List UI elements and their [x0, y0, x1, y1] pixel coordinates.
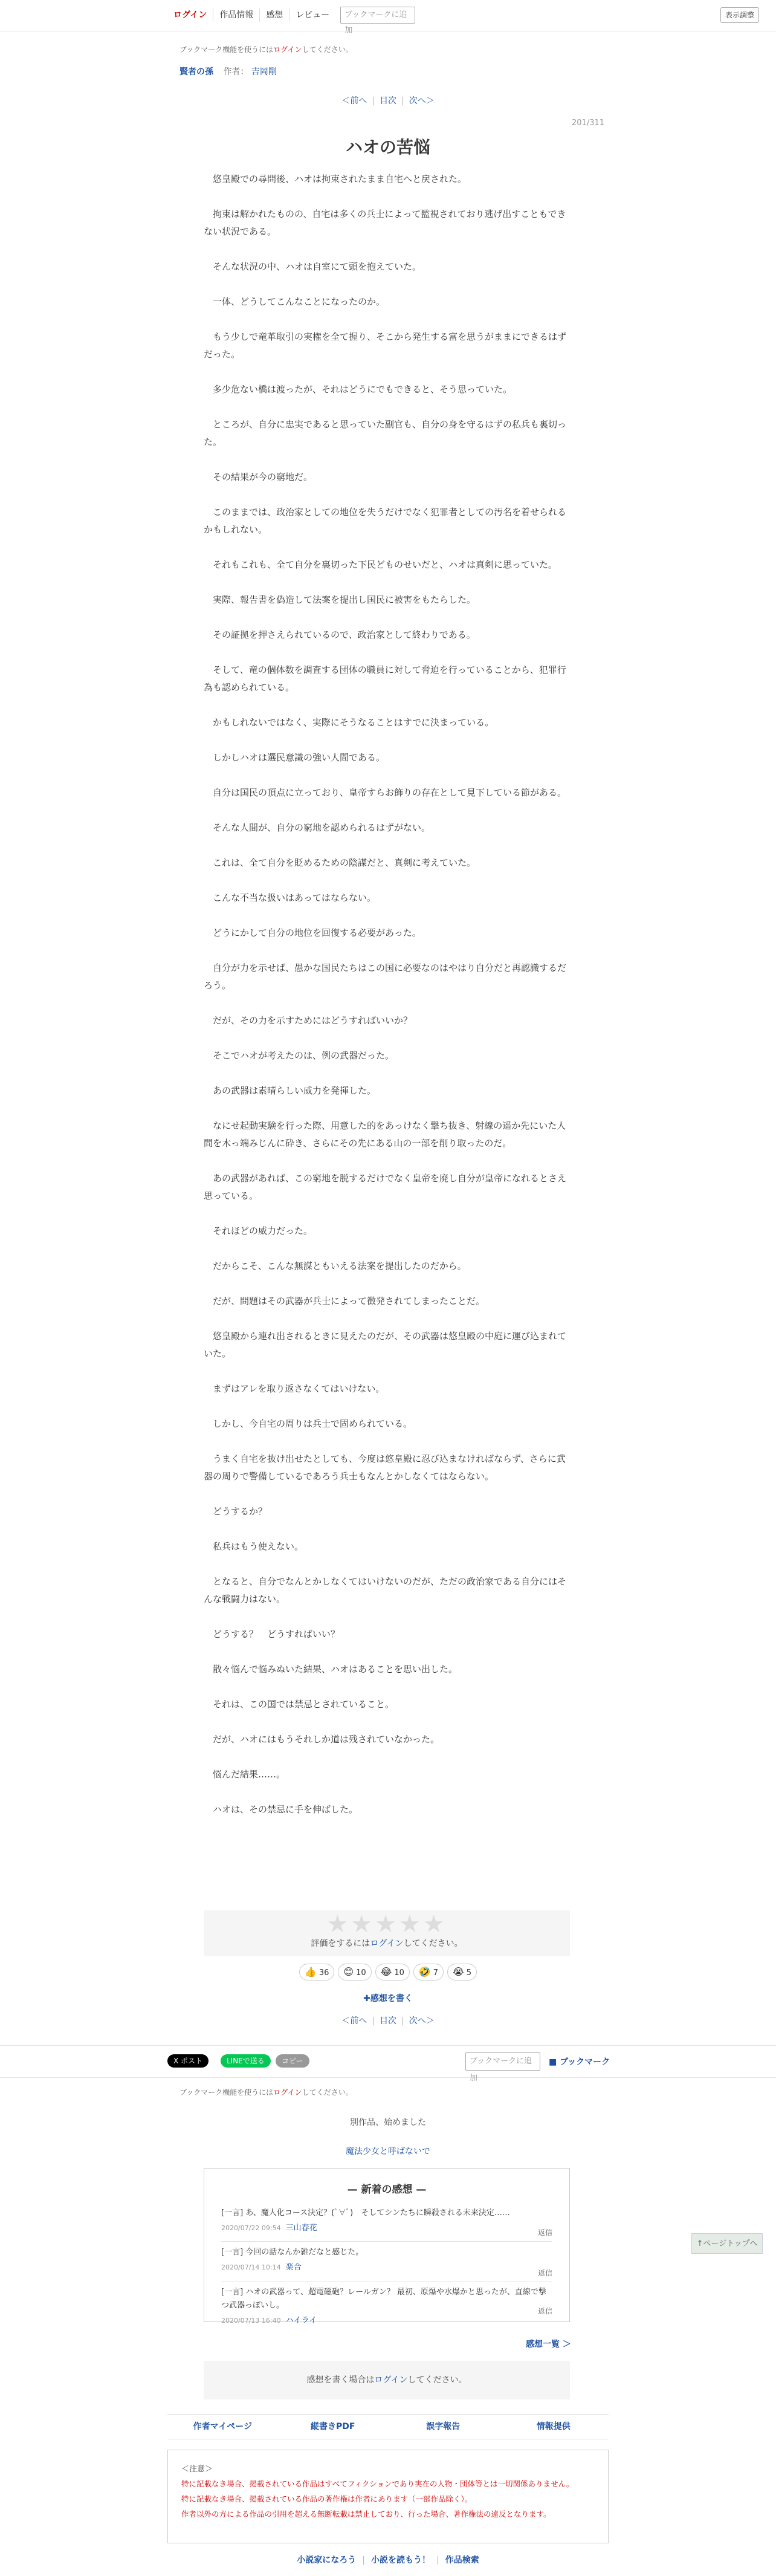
top-nav — [167, 7, 415, 35]
reaction-button[interactable] — [375, 1964, 410, 1981]
evaluation-box — [204, 1910, 570, 1956]
novel-paragraph: しかしハオは選民意識の強い人間である。 — [204, 752, 386, 763]
x-post-button[interactable]: X ポスト — [167, 2054, 209, 2068]
reply-link[interactable]: 返信 — [537, 2307, 552, 2315]
evaluation-login-link[interactable]: ログイン — [370, 1939, 404, 1948]
impression-item: [一言] ハオの武器って、超電磁砲？レールガン？ 最初、原爆や水爆かと思ったが、直線で撃つ武器っぽいし。 2020/07/13 16:40 ハイライ 返信 — [221, 2288, 552, 2325]
novel-paragraph: だからこそ、こんな無謀ともいえる法案を提出したのだから。 — [204, 1260, 467, 1271]
novel-paragraph: うまく自宅を抜け出せたとしても、今度は悠皇殿に忍び込まなければならず、さらに武器の周りで警備しているであろう兵士もなんとかしなくてはならない。 — [204, 1453, 566, 1482]
other-work-link[interactable]: 魔法少女と呼ばないで — [346, 2147, 430, 2156]
reply-link[interactable]: 返信 — [537, 2228, 552, 2237]
impression-item: [一言] あ、魔人化コース決定？(ﾟ∀ﾟ) そしてシンたちに瞬殺される未来決定…… 2020/07/22 09:54 三山春花 返信 — [221, 2207, 552, 2242]
nav-reviews[interactable]: レビュー — [296, 10, 330, 20]
vertical-pdf-link[interactable]: 縦書きPDF — [311, 2422, 355, 2432]
novel-paragraph: だが、問題はその武器が兵士によって徴発されてしまったことだ。 — [204, 1296, 485, 1306]
reaction-button[interactable] — [447, 1964, 477, 1981]
impression-user-link[interactable]: ハイライ — [285, 2316, 317, 2325]
top-bar — [0, 0, 776, 35]
novel-paragraph: あの武器は素晴らしい威力を発揮した。 — [204, 1085, 377, 1096]
novel-paragraph: その結果が今の窮地だ。 — [204, 472, 313, 482]
toc-link-bottom[interactable]: 目次 — [380, 2016, 396, 2026]
caution-line: 特に記載なき場合、掲載されている作品はすべてフィクションであり実在の人物・団体等とは一切関係ありません。 — [181, 2479, 574, 2488]
prev-link-top[interactable]: ＜前へ — [341, 96, 367, 106]
novel-paragraph: 悠皇殿での尋問後、ハオは拘束されたまま自宅へと戻された。 — [204, 174, 467, 184]
footer-syosetu-link[interactable]: 小説家になろう — [297, 2555, 357, 2565]
next-link-bottom[interactable]: 次へ＞ — [409, 2016, 435, 2026]
novel-paragraph: なにせ起動実験を行った際、用意した的をあっけなく撃ち抜き、射線の遥か先にいた人間を木っ端みじんに砕き、さらにその先にある山の一部を削り取ったのだ。 — [204, 1120, 566, 1149]
reaction-button[interactable] — [299, 1964, 334, 1981]
page-number: 201/311 — [572, 118, 605, 128]
novel-paragraph: そして、竜の個体数を調査する団体の職員に対して脅迫を行っていることから、犯罪行為も認められている。 — [204, 664, 566, 693]
new-impressions-box — [204, 2168, 570, 2325]
novel-paragraph: それほどの威力だった。 — [204, 1225, 313, 1236]
novel-paragraph: 自分は国民の頂点に立っており、皇帝すらお飾りの存在として見下している節がある。 — [204, 787, 567, 798]
novel-paragraph: そこでハオが考えたのは、例の武器だった。 — [204, 1050, 395, 1061]
display-adjust-button[interactable]: 表示調整 — [720, 7, 759, 23]
reaction-emoji-icon: 😭 — [453, 1966, 464, 1977]
reaction-button[interactable] — [413, 1964, 444, 1981]
series-title-link[interactable]: 賢者の孫 — [179, 67, 213, 77]
bookmark-login-note: ブックマーク機能を使うにはログインしてください。 — [179, 45, 353, 54]
reaction-emoji-icon: 😂 — [380, 1966, 392, 1977]
novel-paragraph: そんな人間が、自分の窮地を認められるはずがない。 — [204, 822, 431, 833]
impression-user-link[interactable]: 楽合 — [285, 2263, 302, 2272]
caution-line: 特に記載なき場合、掲載されている作品の著作権は作者にあります（一部作品除く）。 — [181, 2494, 473, 2503]
novel-paragraph: どうするか？ — [204, 1506, 268, 1517]
bookmark-add-button-bottom[interactable]: ブックマークに追加 — [465, 2052, 540, 2071]
caution-heading: ＜注意＞ — [181, 2465, 213, 2474]
reaction-buttons — [0, 1964, 776, 1981]
reaction-count: 5 — [466, 1968, 472, 1977]
share-bar — [0, 2045, 776, 2083]
info-report-link[interactable]: 情報提供 — [536, 2422, 571, 2432]
novel-paragraph: 私兵はもう使えない。 — [204, 1541, 304, 1552]
next-link-top[interactable]: 次へ＞ — [409, 96, 435, 106]
novel-paragraph: これは、全て自分を貶めるための陰謀だと、真剣に考えていた。 — [204, 857, 476, 868]
novel-paragraph: だが、ハオにはもうそれしか道は残されていなかった。 — [204, 1734, 440, 1745]
series-info — [179, 65, 277, 77]
impression-login-note: 感想を書く場合はログインしてください。 — [204, 2361, 570, 2399]
site-footer: 小説家になろう | 小説を読もう！ | 作品検索 — [297, 2555, 479, 2565]
novel-paragraph: かもしれないではなく、実際にそうなることはすでに決まっている。 — [204, 717, 494, 728]
author-link[interactable]: 吉岡剛 — [251, 67, 277, 77]
reaction-emoji-icon: 😊 — [343, 1966, 354, 1977]
reaction-emoji-icon: 🤣 — [418, 1966, 431, 1977]
write-impression-link[interactable]: ✚感想を書く — [363, 1994, 413, 2003]
reaction-count: 10 — [394, 1968, 404, 1977]
novel-paragraph: ところが、自分に忠実であると思っていた副官も、自分の身を守るはずの私兵も裏切った。 — [204, 419, 567, 447]
prev-link-bottom[interactable]: ＜前へ — [341, 2016, 367, 2026]
reaction-count: 7 — [433, 1968, 439, 1977]
footer-nav — [167, 2414, 609, 2439]
novel-paragraph: どうする？ どうすればいい？ — [204, 1629, 340, 1640]
pager-bottom: ＜前へ | 目次 | 次へ＞ — [341, 2016, 435, 2026]
line-share-button[interactable]: LINEで送る — [221, 2054, 271, 2068]
footer-yomou-link[interactable]: 小説を読もう！ — [371, 2555, 430, 2565]
chapter-title: ハオの苦悩 — [345, 137, 430, 157]
bookmark-login-note-bottom: ブックマーク機能を使うにはログインしてください。 — [179, 2088, 353, 2097]
reply-link[interactable]: 返信 — [537, 2269, 552, 2277]
other-work-label: 別作品、始めました — [350, 2118, 426, 2127]
bookmark-login-link[interactable]: ログイン — [273, 45, 302, 54]
novel-paragraph: その証拠を押さえられているので、政治家として終わりである。 — [204, 629, 476, 640]
typo-report-link[interactable]: 誤字報告 — [426, 2422, 461, 2432]
nav-work-info[interactable]: 作品情報 — [213, 8, 260, 22]
novel-paragraph: 実際、報告書を偽造して法案を提出し国民に被害をもたらした。 — [204, 594, 476, 605]
reaction-button[interactable] — [338, 1964, 371, 1981]
novel-paragraph: このままでは、政治家としての地位を失うだけでなく犯罪者としての汚名を着せられるかもしれない。 — [204, 507, 567, 535]
author-label: 作者： — [223, 67, 249, 77]
pager-top: ＜前へ | 目次 | 次へ＞ — [341, 96, 435, 106]
impression-user-link[interactable]: 三山春花 — [285, 2224, 317, 2233]
bookmark-login-link-bottom[interactable]: ログイン — [273, 2088, 302, 2097]
rating-stars[interactable]: ★★★★★ — [326, 1910, 447, 1938]
novel-paragraph: 悩んだ結果……。 — [204, 1769, 286, 1780]
novel-paragraph: となると、自分でなんとかしなくてはいけないのだが、ただの政治家である自分にはそんな戦闘力はない。 — [204, 1576, 567, 1604]
novel-paragraph: 悠皇殿から連れ出されるときに見えたのだが、その武器は悠皇殿の中庭に運び込まれていた。 — [204, 1331, 567, 1359]
toc-link-top[interactable]: 目次 — [380, 96, 396, 106]
evaluation-note: 評価をするにはログインしてください。 — [311, 1939, 463, 1948]
impression-login-link[interactable]: ログイン — [374, 2375, 408, 2385]
novel-paragraph: 散々悩んで悩みぬいた結果、ハオはあることを思い出した。 — [204, 1664, 458, 1675]
novel-paragraph: どうにかして自分の地位を回復する必要があった。 — [204, 927, 421, 938]
bookmark-link[interactable]: ■ ブックマーク — [549, 2057, 610, 2067]
nav-impressions[interactable]: 感想 — [260, 8, 289, 22]
impression-list-link[interactable]: 感想一覧 ＞ — [526, 2340, 571, 2349]
caution-line: 作者以外の方による作品の引用を超える無断転載は禁止しており、行った場合、著作権法の違反となります。 — [181, 2509, 551, 2519]
caution-box — [167, 2450, 609, 2543]
novel-paragraph: もう少しで竜革取引の実権を全て握り、そこから発生する富を思うがままにできるはずだった。 — [204, 331, 567, 360]
bookmark-add-button-top[interactable]: ブックマークに追加 — [340, 7, 415, 24]
page-top-button[interactable]: ↑ページトップへ — [691, 2233, 763, 2254]
author-mypage-link[interactable]: 作者マイページ — [193, 2422, 252, 2432]
novel-paragraph: それは、この国では禁忌とされていること。 — [204, 1699, 395, 1710]
novel-paragraph: そんな状況の中、ハオは自室にて頭を抱えていた。 — [204, 261, 422, 272]
novel-paragraph: ハオは、その禁忌に手を伸ばした。 — [204, 1804, 358, 1815]
reaction-count: 10 — [356, 1968, 366, 1977]
copy-button[interactable]: コピー — [276, 2054, 309, 2068]
footer-search-link[interactable]: 作品検索 — [445, 2555, 479, 2565]
novel-paragraph: あの武器があれば、この窮地を脱するだけでなく皇帝を廃し自分が皇帝になれるとさえ思っている。 — [204, 1173, 567, 1201]
novel-paragraph: だが、その力を示すためにはどうすればいいか？ — [204, 1015, 413, 1026]
novel-body — [204, 170, 566, 1836]
login-link[interactable]: ログイン — [167, 8, 213, 22]
novel-paragraph: それもこれも、全て自分を裏切った下民どものせいだと、ハオは真剣に思っていた。 — [204, 559, 558, 570]
novel-paragraph: 拘束は解かれたものの、自宅は多くの兵士によって監視されており逃げ出すこともできない状況である。 — [204, 209, 566, 237]
novel-paragraph: まずはアレを取り返さなくてはいけない。 — [204, 1383, 385, 1394]
novel-paragraph: こんな不当な扱いはあってはならない。 — [204, 892, 376, 903]
reaction-count: 36 — [318, 1968, 329, 1977]
novel-paragraph: しかし、今自宅の周りは兵士で固められている。 — [204, 1418, 413, 1429]
novel-paragraph: 自分が力を示せば、愚かな国民たちはこの国に必要なのはやはり自分だと再認識するだろう。 — [204, 962, 567, 991]
new-impressions-heading: — 新着の感想 — — [347, 2184, 427, 2196]
novel-paragraph: 一体、どうしてこんなことになったのか。 — [204, 296, 386, 307]
impression-item: [一言] 今回の話なんか雑だなと感じた。 2020/07/14 10:14 楽合 返信 — [221, 2246, 552, 2282]
novel-paragraph: 多少危ない橋は渡ったが、それはどうにでもできると、そう思っていた。 — [204, 384, 512, 395]
reaction-emoji-icon: 👍 — [304, 1966, 317, 1977]
